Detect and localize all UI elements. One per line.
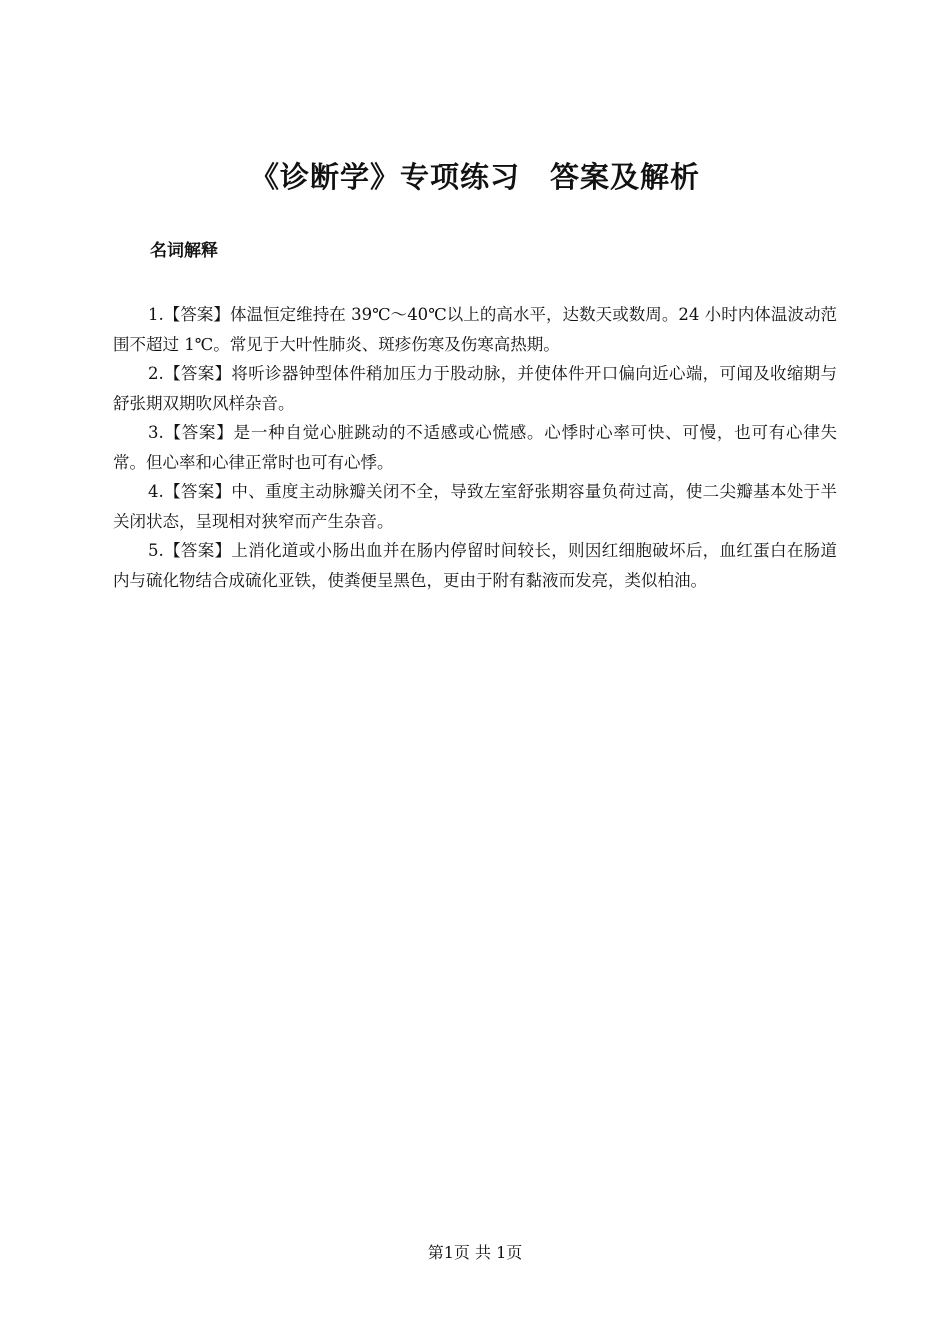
section-heading: 名词解释	[150, 241, 218, 261]
answer-number: 3.	[148, 423, 164, 442]
answer-item-5	[113, 536, 837, 595]
page-title: 《诊断学》专项练习 答案及解析	[249, 160, 700, 194]
answer-tag: 【答案】	[163, 364, 232, 383]
answer-text: 体温恒定维持在 39℃～40℃以上的高水平，达数天或数周。24 小时内体温波动范围不超过 1℃。常见于大叶性肺炎、斑疹伤寒及伤寒高热期。	[113, 305, 837, 354]
answer-text: 中、重度主动脉瓣关闭不全，导致左室舒张期容量负荷过高，使二尖瓣基本处于半关闭状态，呈现相对狭窄而产生杂音。	[113, 482, 838, 531]
page-footer: 第1页 共 1页	[427, 1243, 523, 1262]
answer-item-4	[113, 477, 837, 536]
answer-tag: 【答案】	[163, 305, 230, 324]
answer-text: 是一种自觉心脏跳动的不适感或心慌感。心悸时心率可快、可慢，也可有心律失常。但心率和心律正常时也可有心悸。	[113, 423, 838, 472]
answer-text: 上消化道或小肠出血并在肠内停留时间较长，则因红细胞破坏后，血红蛋白在肠道内与硫化物结合成硫化亚铁，使粪便呈黑色，更由于附有黏液而发亮，类似柏油。	[113, 541, 838, 590]
answer-list	[113, 300, 837, 595]
answer-number: 4.	[148, 482, 164, 501]
answer-text: 将听诊器钟型体件稍加压力于股动脉，并使体件开口偏向近心端，可闻及收缩期与舒张期双期吹风样杂音。	[113, 364, 838, 413]
answer-number: 2.	[148, 364, 164, 383]
answer-number: 5.	[148, 541, 164, 560]
answer-number: 1.	[148, 305, 164, 324]
answer-item-3	[113, 418, 837, 477]
answer-tag: 【答案】	[163, 541, 232, 560]
answer-tag: 【答案】	[163, 423, 234, 442]
answer-item-1	[113, 300, 837, 359]
answer-tag: 【答案】	[163, 482, 232, 501]
answer-item-2	[113, 359, 837, 418]
